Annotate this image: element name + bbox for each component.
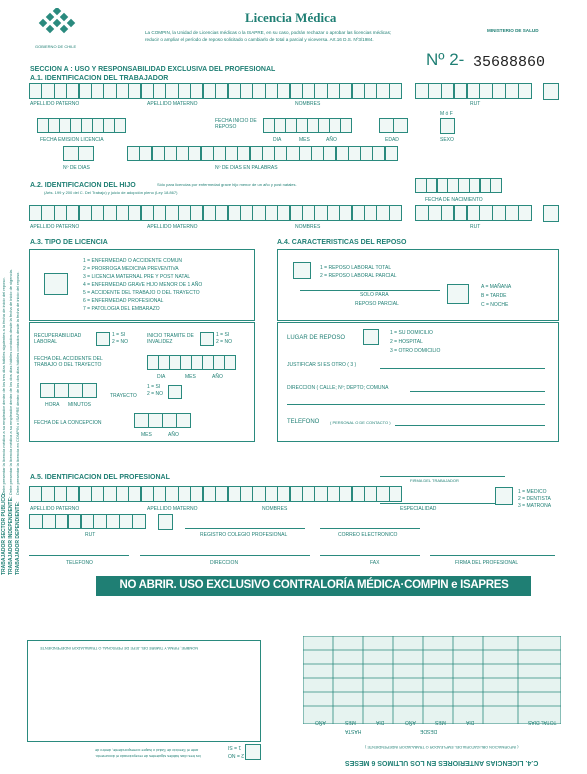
license-type-box[interactable] xyxy=(44,273,68,295)
label-desde: DESDE xyxy=(420,728,438,734)
bottom-yes-no-box[interactable] xyxy=(245,744,261,760)
bottom-no: 2 = NO xyxy=(228,752,244,758)
especialidad-line[interactable] xyxy=(380,503,505,504)
confidential-banner-text: NO ABRIR. USO EXCLUSIVO CONTRALORÍA MÉDICA·COMPIN e ISAPRES xyxy=(119,579,509,591)
place-hospital: 2 = HOSPITAL xyxy=(390,339,423,345)
age-boxes[interactable] xyxy=(379,118,407,133)
conception-ano: AÑO xyxy=(168,432,179,438)
conception-date-boxes[interactable] xyxy=(134,413,190,428)
place-otro: 3 = OTRO DOMICILIO xyxy=(390,348,441,354)
recup-no: 2 = NO xyxy=(112,339,128,345)
invalidez-box[interactable] xyxy=(200,332,214,346)
child-birth-date-boxes[interactable] xyxy=(415,178,501,193)
label-telefono: TELEFONO xyxy=(287,419,320,425)
bottom-si: 1 = SI xyxy=(228,744,242,750)
a3-title: A.3. TIPO DE LICENCIA xyxy=(30,239,108,246)
header-subtitle-1: La COMPIN, la Unidad de Licencias médicas o la ISAPRE, en su caso, podrán rechazar o aprobar las licencias médicas; xyxy=(145,30,392,35)
direccion-line-2[interactable] xyxy=(287,404,545,405)
emission-date-boxes[interactable] xyxy=(37,118,125,133)
label-sexo: SEXO xyxy=(440,137,454,143)
government-logo xyxy=(37,8,77,44)
days-count-boxes[interactable] xyxy=(63,146,93,161)
employer-signature-frame xyxy=(27,640,261,742)
child-name-boxes[interactable] xyxy=(29,205,401,221)
a5-fax-line[interactable] xyxy=(320,555,420,556)
servicio-note: ante el Servicio de Salud o Isapre correspondiente, dentro de xyxy=(95,748,199,752)
label-hasta: HASTA xyxy=(345,728,362,734)
label-mf: M ó F xyxy=(440,111,453,117)
label-ano: AÑO xyxy=(326,137,337,143)
worker-rut-dv-box[interactable] xyxy=(543,83,559,100)
section-a-title: SECCION A : USO Y RESPONSABILIDAD EXCLUSIVA DEL PROFESIONAL xyxy=(30,66,276,73)
label-minutos: MINUTOS xyxy=(68,402,91,408)
a5-label-apellido-materno: APELLIDO MATERNO xyxy=(147,506,198,512)
license-type-7: 7 = PATOLOGIA DEL EMBARAZO xyxy=(83,306,160,312)
a2-label-rut: RUT xyxy=(470,224,481,230)
a2-label-apellido-materno: APELLIDO MATERNO xyxy=(147,224,198,230)
a5-label-especialidad: ESPECIALIDAD xyxy=(400,506,437,512)
accident-dia: DIA xyxy=(157,374,166,380)
grid-mes-1: MES xyxy=(345,719,356,725)
label-n-dias-palabras: Nº DE DIAS EN PALABRAS xyxy=(215,165,278,171)
sex-box[interactable] xyxy=(440,118,455,134)
sidebar-independiente: TRABAJADOR INDEPENDIENTE: xyxy=(8,496,14,575)
org-name: GOBIERNO DE CHILE xyxy=(35,44,77,49)
a5-direccion-line[interactable] xyxy=(140,555,310,556)
a1-title: A.1. IDENTIFICACION DEL TRABAJADOR xyxy=(30,75,169,82)
label-nombre-firma: NOMBRE, FIRMA Y TIMBRE DEL JEFE DE PERSONAL O TRABAJADOR INDEPENDIENTE xyxy=(40,646,199,650)
label-hora: HORA xyxy=(45,402,60,408)
grid-ano-2: AÑO xyxy=(405,719,416,725)
a5-label-registro: REGISTRO COLEGIO PROFESIONAL xyxy=(200,532,288,538)
registro-line[interactable] xyxy=(185,528,305,529)
worker-rut-boxes[interactable] xyxy=(415,83,531,99)
label-edad: EDAD xyxy=(385,137,399,143)
rest-start-date-boxes[interactable] xyxy=(263,118,351,133)
invalidez-si: 1 = SI xyxy=(216,332,230,338)
label-firma-trabajador: FIRMA DEL TRABAJADOR xyxy=(410,478,459,483)
prof-matrona: 3 = MATRONA xyxy=(518,503,552,509)
grid-dia-2: DIA xyxy=(466,719,475,725)
invalidez-no: 2 = NO xyxy=(216,339,232,345)
a4-rest-frame xyxy=(277,249,559,321)
worker-name-boxes[interactable] xyxy=(29,83,401,99)
professional-rut-boxes[interactable] xyxy=(29,514,145,529)
grid-dia-1: DIA xyxy=(376,719,385,725)
partial-rest-box[interactable] xyxy=(447,284,469,304)
days-words-boxes[interactable] xyxy=(127,146,397,161)
a5-label-fax: FAX xyxy=(370,560,380,566)
sidebar-dependiente: TRABAJADOR DEPENDIENTE: xyxy=(15,501,21,575)
ministry-label: MINISTERIO DE SALUD xyxy=(487,28,539,33)
prof-dentista: 2 = DENTISTA xyxy=(518,496,551,502)
professional-type-box[interactable] xyxy=(495,487,513,505)
professional-name-boxes[interactable] xyxy=(29,486,401,502)
direccion-line[interactable] xyxy=(410,391,545,392)
conception-mes: MES xyxy=(141,432,152,438)
label-total-dias: TOTAL DIAS xyxy=(528,719,557,725)
grid-ano-1: AÑO xyxy=(315,719,326,725)
telefono-line[interactable] xyxy=(395,425,545,426)
label-justificar: JUSTIFICAR SI ES OTRO ( 3 ) xyxy=(287,362,357,368)
rest-bracket-line xyxy=(300,290,440,291)
license-type-6: 6 = ENFERMEDAD PROFESIONAL xyxy=(83,298,164,304)
prof-medico: 1 = MEDICO xyxy=(518,489,547,495)
license-type-3: 3 = LICENCIA MATERNAL PRE Y POST NATAL xyxy=(83,274,191,280)
a5-label-firma-profesional: FIRMA DEL PROFESIONAL xyxy=(455,560,519,566)
a2-note-2: (Arts. 199 y 200 del C. Del Trabajo) y juicio de adopción pleno (Ley 18.867) xyxy=(44,190,178,195)
grid-mes-2: MES xyxy=(435,719,446,725)
a2-label-apellido-paterno: APELLIDO PATERNO xyxy=(30,224,80,230)
professional-rut-dv-box[interactable] xyxy=(158,514,173,530)
justificar-line[interactable] xyxy=(380,368,545,369)
label-contacto: ( PERSONAL O DE CONTACTO ) xyxy=(330,420,391,425)
child-rut-boxes[interactable] xyxy=(415,205,531,221)
recup-si: 1 = SI xyxy=(112,332,126,338)
label-nombres: NOMBRES xyxy=(295,101,321,107)
child-rut-dv-box[interactable] xyxy=(543,205,559,222)
a2-label-nombres: NOMBRES xyxy=(295,224,321,230)
correo-line[interactable] xyxy=(320,528,420,529)
trayecto-box[interactable] xyxy=(168,385,182,399)
label-inicio-tramite: INICIO TRAMITE DE INVALIDEZ xyxy=(147,333,194,345)
label-direccion: DIRECCION ( CALLE; Nº; DEPTO; COMUNA xyxy=(287,385,389,391)
rest-total: 1 = REPOSO LABORAL TOTAL xyxy=(320,265,392,271)
label-rut: RUT xyxy=(470,101,481,107)
label-apellido-materno: APELLIDO MATERNO xyxy=(147,101,198,107)
license-type-4: 4 = ENFERMEDAD GRAVE HIJO MENOR DE 1 AÑO xyxy=(83,282,203,288)
label-fecha-concepcion: FECHA DE LA CONCEPCION xyxy=(34,420,102,426)
form-title: Licencia Médica xyxy=(245,10,337,25)
accident-date-boxes[interactable] xyxy=(147,355,235,370)
trayecto-si: 1 = SI xyxy=(147,384,161,390)
a5-title: A.5. IDENTIFICACION DEL PROFESIONAL xyxy=(30,474,170,481)
label-fecha-inicio: FECHA INICIO DE REPOSO xyxy=(215,118,257,130)
license-number-prefix: Nº 2- xyxy=(426,50,465,69)
a5-firma-line[interactable] xyxy=(430,555,555,556)
license-type-1: 1 = ENFERMEDAD O ACCIDENTE COMUN xyxy=(83,258,183,264)
a5-label-rut: RUT xyxy=(85,532,96,538)
rest-place-box[interactable] xyxy=(363,329,379,345)
accident-mes: MES xyxy=(185,374,196,380)
a4-title: A.4. CARACTERISTICAS DEL REPOSO xyxy=(277,239,407,246)
recuperabilidad-box[interactable] xyxy=(96,332,110,346)
a2-title: A.2. IDENTIFICACION DEL HIJO xyxy=(30,182,136,189)
label-mes: MES xyxy=(299,137,310,143)
header-subtitle-2: reducir o ampliar el período de reposo solicitado o cambiarlo de total a parcial y viceversa. Art.16 D.S. Nº3/1984. xyxy=(145,37,374,42)
license-type-5: 5 = ACCIDENTE DEL TRABAJO O DEL TRAYECTO xyxy=(83,290,200,296)
rest-type-box[interactable] xyxy=(293,262,311,279)
a5-label-nombres: NOMBRES xyxy=(262,506,288,512)
label-solo-para: SOLO PARA xyxy=(360,292,389,298)
accident-time-boxes[interactable] xyxy=(40,383,96,398)
previous-licenses-grid[interactable] xyxy=(303,636,561,724)
a5-label-correo: CORREO ELECTRONICO xyxy=(338,532,398,538)
label-fecha-nacimiento: FECHA DE NACIMIENTO xyxy=(425,197,483,203)
license-type-2: 2 = PRORROGA MEDICINA PREVENTIVA xyxy=(83,266,179,272)
plazo-note: los tres días hábiles siguientes de recepcionado el documento. xyxy=(95,754,201,758)
label-recuperabilidad: RECUPERABILIDAD LABORAL xyxy=(34,333,82,345)
a2-note-1: Sólo para licencias por enfermedad grave hijo menor de un año y post natales. xyxy=(157,182,297,187)
label-dia: DIA xyxy=(273,137,282,143)
label-fecha-accidente: FECHA DEL ACCIDENTE DEL TRABAJO O DEL TRAYECTO xyxy=(34,356,103,368)
a5-label-telefono: TELEFONO xyxy=(66,560,93,566)
firma-trabajador-line[interactable] xyxy=(380,476,505,477)
label-n-dias: Nº DE DIAS xyxy=(63,165,90,171)
sidebar-text-1: Debe presentar la licencia médica a su empleador dentro de los tres días hábiles siguientes a la fecha de inicio del reposo. xyxy=(1,277,6,495)
sidebar-text-3: Debe presentar la licencia en COMPIN o ISAPRE dentro de los dos días hábiles contados desde la fecha de inicio del reposo. xyxy=(15,271,20,495)
label-lugar-reposo: LUGAR DE REPOSO xyxy=(287,335,346,341)
sidebar-publico: TRABAJADOR SECTOR PUBLICO: xyxy=(1,492,7,575)
label-fecha-emision: FECHA EMISION LICENCIA xyxy=(40,137,104,143)
accident-ano: AÑO xyxy=(212,374,223,380)
a5-label-direccion: DIRECCION xyxy=(210,560,239,566)
c4-title: C.4. LICENCIAS ANTERIORES EN LOS ULTIMOS 6 MESES xyxy=(345,759,539,766)
sidebar-text-2: Debe presentar la licencia médica a su empleador dentro de los dos días hábiles contados desde la fecha de inicio de vigencia. xyxy=(8,269,13,495)
license-number: 35688860 xyxy=(473,54,546,71)
label-trayecto: TRAYECTO xyxy=(110,393,137,399)
a5-label-apellido-paterno: APELLIDO PATERNO xyxy=(30,506,80,512)
rest-parcial: 2 = REPOSO LABORAL PARCIAL xyxy=(320,273,397,279)
label-apellido-paterno: APELLIDO PATERNO xyxy=(30,101,80,107)
rest-manana: A = MAÑANA xyxy=(481,284,512,290)
place-domicilio: 1 = SU DOMICILIO xyxy=(390,330,433,336)
a5-telefono-line[interactable] xyxy=(29,555,129,556)
trayecto-no: 2 = NO xyxy=(147,391,163,397)
label-reposo-parcial: REPOSO PARCIAL xyxy=(355,301,399,307)
rest-noche: C = NOCHE xyxy=(481,302,509,308)
rest-tarde: B = TARDE xyxy=(481,293,507,299)
c4-note: ( INFORMACION OBLIGATORIA DEL EMPLEADOR O TRABAJADOR INDEPENDIENTE ) xyxy=(365,745,519,749)
